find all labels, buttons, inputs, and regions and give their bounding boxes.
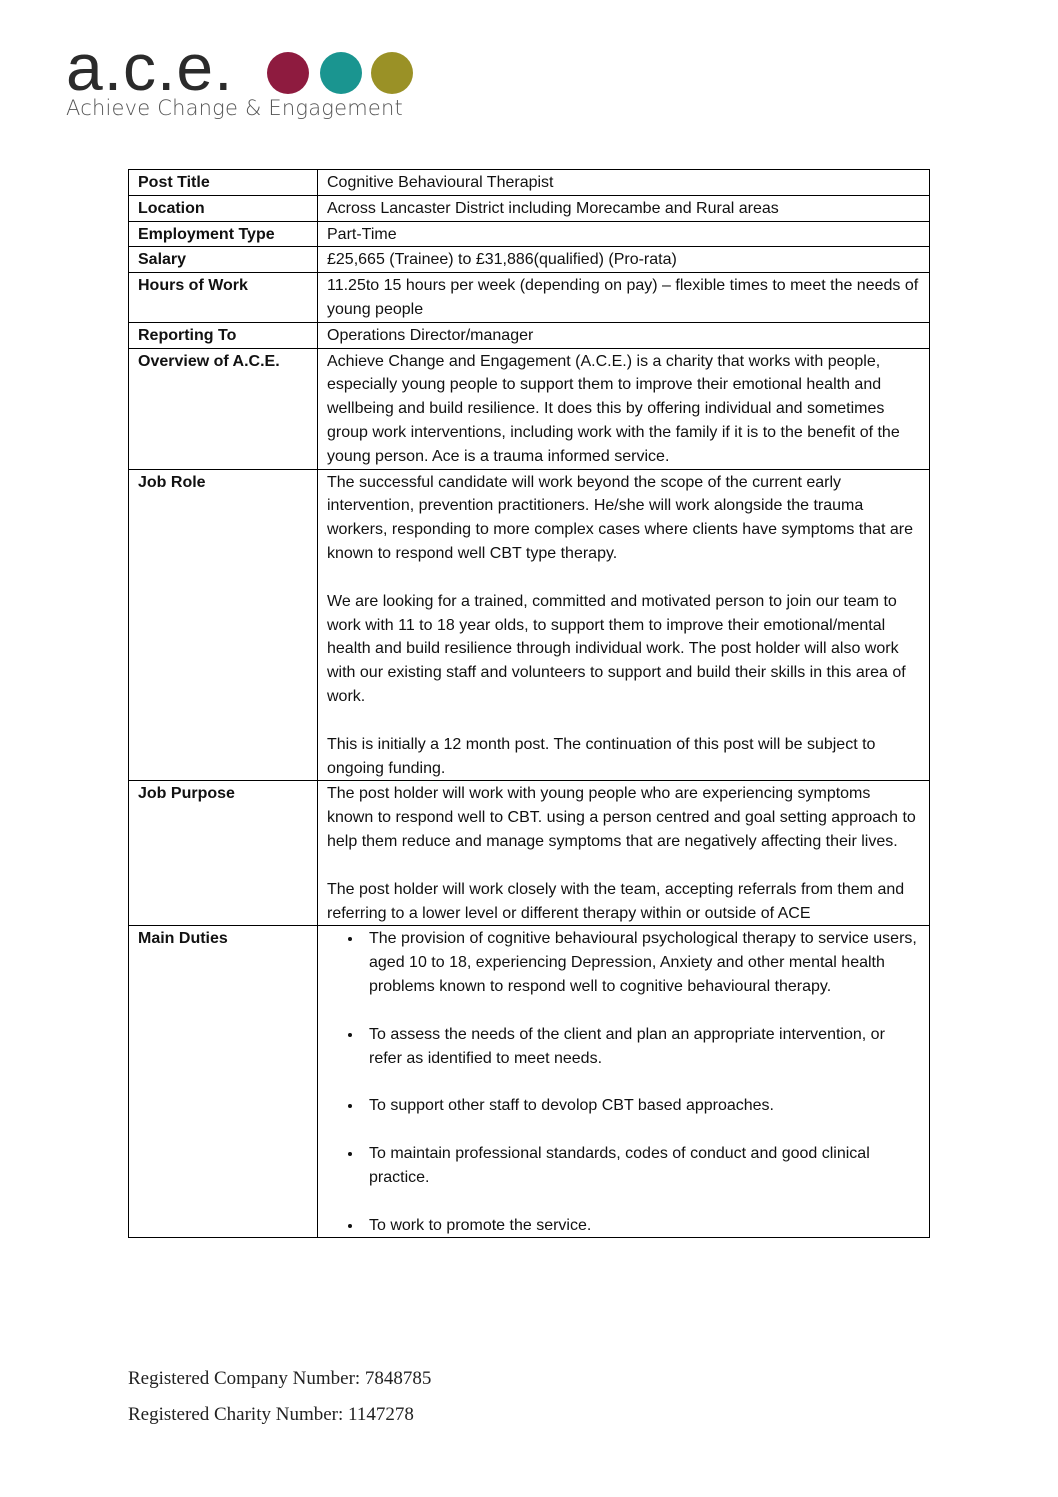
row-value: 11.25to 15 hours per week (depending on pay) – flexible times to meet the needs of young people bbox=[318, 273, 930, 323]
table-row bbox=[129, 221, 930, 247]
row-value bbox=[318, 781, 930, 926]
list-item: • The provision of cognitive behavioural psychological therapy to service users, aged 10 to 18, experiencing Depression, Anxiety and other mental health problems known to respond well to cognitive behavioural therapy. bbox=[363, 927, 920, 998]
row-value: Part-Time bbox=[318, 221, 930, 247]
list-item: • To maintain professional standards, codes of conduct and good clinical practice. bbox=[363, 1142, 920, 1190]
row-label: Post Title bbox=[129, 170, 318, 196]
table-row bbox=[129, 348, 930, 469]
row-label: Salary bbox=[129, 247, 318, 273]
row-value bbox=[318, 469, 930, 781]
row-label: Job Role bbox=[129, 469, 318, 781]
row-label: Overview of A.C.E. bbox=[129, 348, 318, 469]
paragraph: The post holder will work closely with the team, accepting referrals from them and referring to a lower level or different therapy within or outside of ACE bbox=[327, 880, 905, 922]
row-value: Across Lancaster District including Morecambe and Rural areas bbox=[318, 195, 930, 221]
table-row bbox=[129, 195, 930, 221]
row-value: Achieve Change and Engagement (A.C.E.) is a charity that works with people, especially young people to support them to improve their emotional health and wellbeing and build resilience. It does this by offering individual and sometimes group work interventions, including work with the family if it is to the benefit of the young person. Ace is a trauma informed service. bbox=[318, 348, 930, 469]
row-label: Main Duties bbox=[129, 926, 318, 1238]
table-row bbox=[129, 926, 930, 1238]
row-value: Operations Director/manager bbox=[318, 322, 930, 348]
job-spec-table bbox=[128, 169, 930, 1238]
duties-list bbox=[327, 927, 920, 1237]
table-row bbox=[129, 273, 930, 323]
row-value: £25,665 (Trainee) to £31,886(qualified) (Pro-rata) bbox=[318, 247, 930, 273]
row-value: Cognitive Behavioural Therapist bbox=[318, 170, 930, 196]
list-item: • To assess the needs of the client and plan an appropriate intervention, or refer as identified to meet needs. bbox=[363, 1023, 920, 1071]
logo-dot-teal bbox=[320, 52, 362, 94]
logo-wordmark: a.c.e. bbox=[66, 30, 234, 104]
table-row bbox=[129, 322, 930, 348]
table-row bbox=[129, 781, 930, 926]
table-row bbox=[129, 469, 930, 781]
logo-tagline: Achieve Change & Engagement bbox=[66, 96, 403, 120]
row-label: Employment Type bbox=[129, 221, 318, 247]
row-label: Hours of Work bbox=[129, 273, 318, 323]
paragraph: This is initially a 12 month post. The continuation of this post will be subject to ongoing funding. bbox=[327, 735, 876, 777]
list-item: • To support other staff to devolop CBT based approaches. bbox=[363, 1094, 920, 1118]
logo-dot-crimson bbox=[267, 52, 309, 94]
table-row bbox=[129, 247, 930, 273]
paragraph: The post holder will work with young people who are experiencing symptoms known to respond well to CBT. using a person centred and goal setting approach to help them reduce and manage symptoms that are negatively affecting their lives. bbox=[327, 785, 916, 850]
row-label: Job Purpose bbox=[129, 781, 318, 926]
logo-dot-olive bbox=[371, 52, 413, 94]
row-label: Reporting To bbox=[129, 322, 318, 348]
paragraph: The successful candidate will work beyond the scope of the current early intervention, prevention practitioners. He/she will work alongside the trauma workers, responding to more complex cases where clients have symptoms that are known to respond well CBT type therapy. bbox=[327, 473, 914, 562]
charity-number: Registered Charity Number: 1147278 bbox=[128, 1404, 414, 1425]
row-value bbox=[318, 926, 930, 1238]
row-label: Location bbox=[129, 195, 318, 221]
table-row bbox=[129, 170, 930, 196]
paragraph: We are looking for a trained, committed and motivated person to join our team to work with 11 to 18 year olds, to support them to improve their emotional/mental health and build resilience through individual work. The post holder will also work with our existing staff and volunteers to support and build their skills in this area of work. bbox=[327, 592, 906, 705]
ace-logo bbox=[66, 30, 426, 126]
list-item: • To work to promote the service. bbox=[363, 1214, 920, 1238]
company-number: Registered Company Number: 7848785 bbox=[128, 1368, 432, 1389]
